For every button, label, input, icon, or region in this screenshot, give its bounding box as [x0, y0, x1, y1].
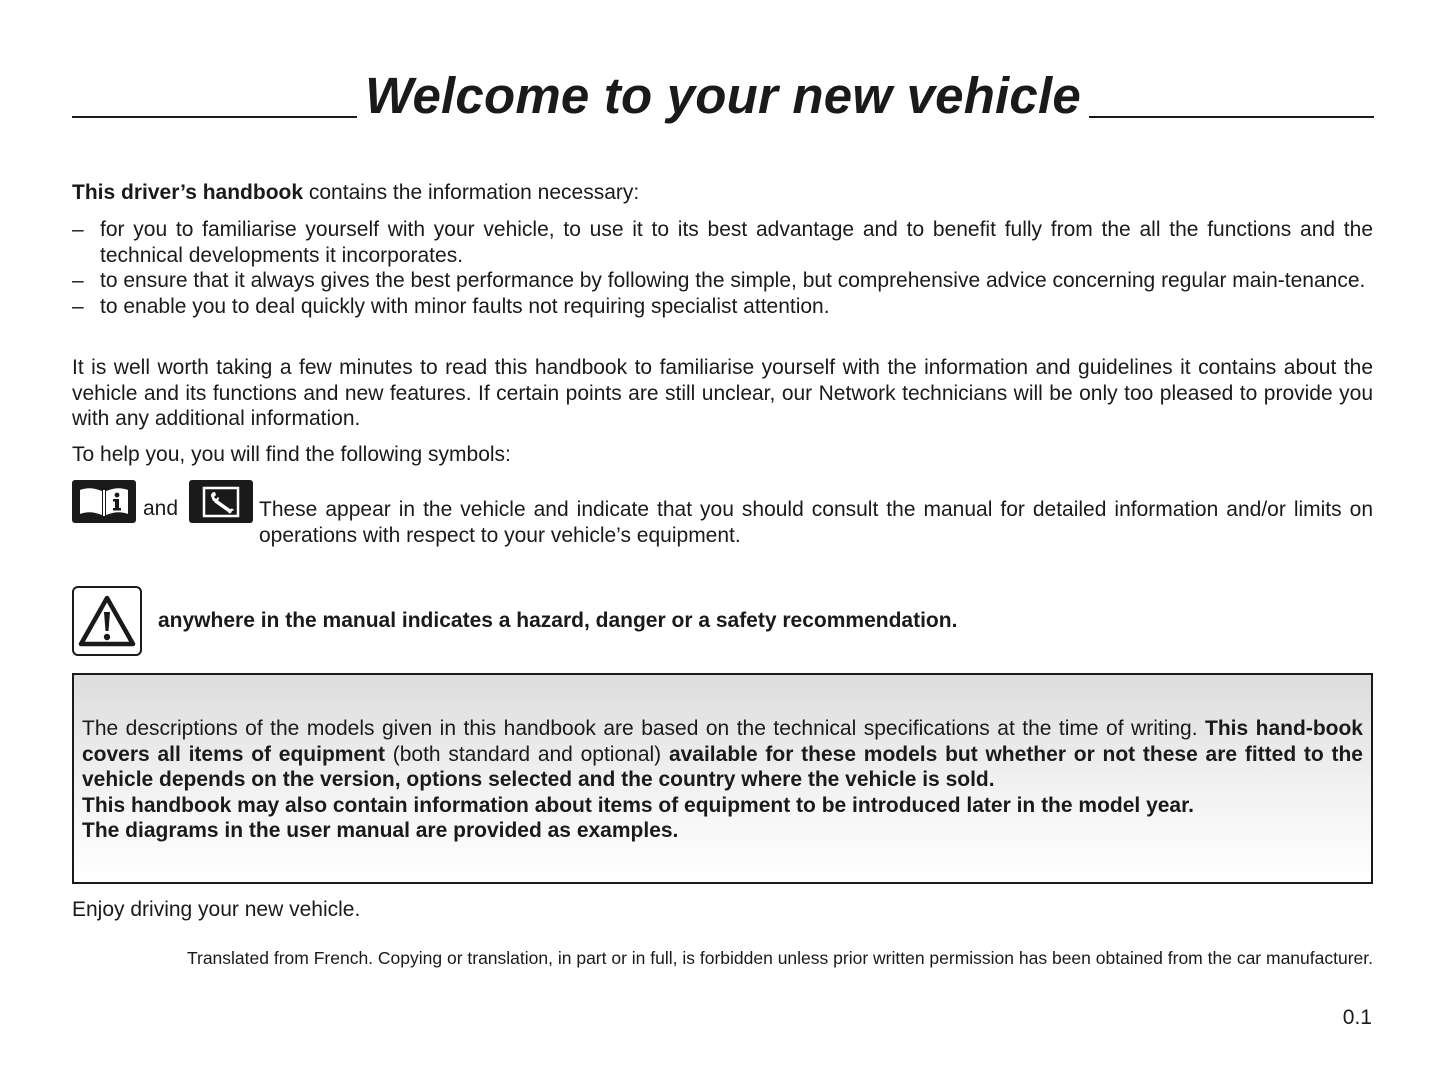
list-dash: –: [72, 294, 84, 318]
intro-bold: This driver’s handbook: [72, 181, 304, 204]
list-item-text: to ensure that it always gives the best performance by following the simple, but comprehensive advice concerning regular main-tenance.: [100, 269, 1366, 292]
list-dash: –: [72, 269, 84, 292]
symbols-row: [72, 480, 1373, 550]
read-handbook-paragraph: It is well worth taking a few minutes to read this handbook to familiarise yourself with the information and guidelines it contains about the vehicle and its functions and new features. If certain points are still unclear, our Network technicians will be only too pleased to provide you with any additional information.: [72, 356, 1373, 430]
intro-paragraph: [72, 180, 1373, 206]
note-part1: The descriptions of the models given in this handbook are based on the technical specifications at the time of writing.: [82, 717, 1206, 740]
symbols-description: These appear in the vehicle and indicate that you should consult the manual for detailed information and/or limits on operations with respect to your vehicle’s equipment.: [259, 498, 1373, 547]
list-item: [72, 294, 1373, 320]
note-line2: This handbook may also contain information about items of equipment to be introduced later in the model year.: [82, 793, 1194, 817]
intro-rest: contains the information necessary:: [303, 181, 640, 204]
list-item: [72, 268, 1373, 294]
equipment-note-box: [72, 673, 1373, 884]
warning-row: [72, 586, 1373, 662]
list-item-text: for you to familiarise yourself with your vehicle, to use it to its best advantage and to benefit fully from the all the functions and the technical developments it incorporates.: [100, 218, 1373, 267]
copyright-note: Translated from French. Copying or translation, in part or in full, is forbidden unless prior written permission has been obtained from the car manufacturer.: [186, 948, 1373, 968]
wrench-icon: [189, 480, 253, 523]
list-item-text: to enable you to deal quickly with minor faults not requiring specialist attention.: [100, 294, 830, 318]
list-item: [72, 217, 1373, 268]
purpose-list: [72, 217, 1373, 319]
symbols-and: and: [143, 497, 179, 520]
list-dash: –: [72, 218, 84, 241]
note-part3: (both standard and optional): [384, 742, 669, 766]
page-title: Welcome to your new vehicle: [357, 67, 1089, 124]
closing-text: Enjoy driving your new vehicle.: [72, 898, 361, 921]
manual-book-icon: [72, 480, 136, 523]
equipment-note-text: [82, 716, 1363, 844]
note-part2: This hand-book covers all items of equipment: [82, 717, 1363, 766]
warning-triangle-icon: [72, 586, 142, 656]
page-header: [72, 66, 1374, 124]
page-number: 0.1: [1342, 1006, 1372, 1029]
warning-text: anywhere in the manual indicates a hazard, danger or a safety recommendation.: [158, 609, 958, 632]
symbols-intro: To help you, you will find the following symbols:: [72, 443, 511, 466]
note-line3: The diagrams in the user manual are provided as examples.: [82, 819, 679, 842]
note-part4: available for these models but whether or not these are fitted to the vehicle depends on the version, options selected and the country where the vehicle is sold.: [82, 742, 1363, 791]
